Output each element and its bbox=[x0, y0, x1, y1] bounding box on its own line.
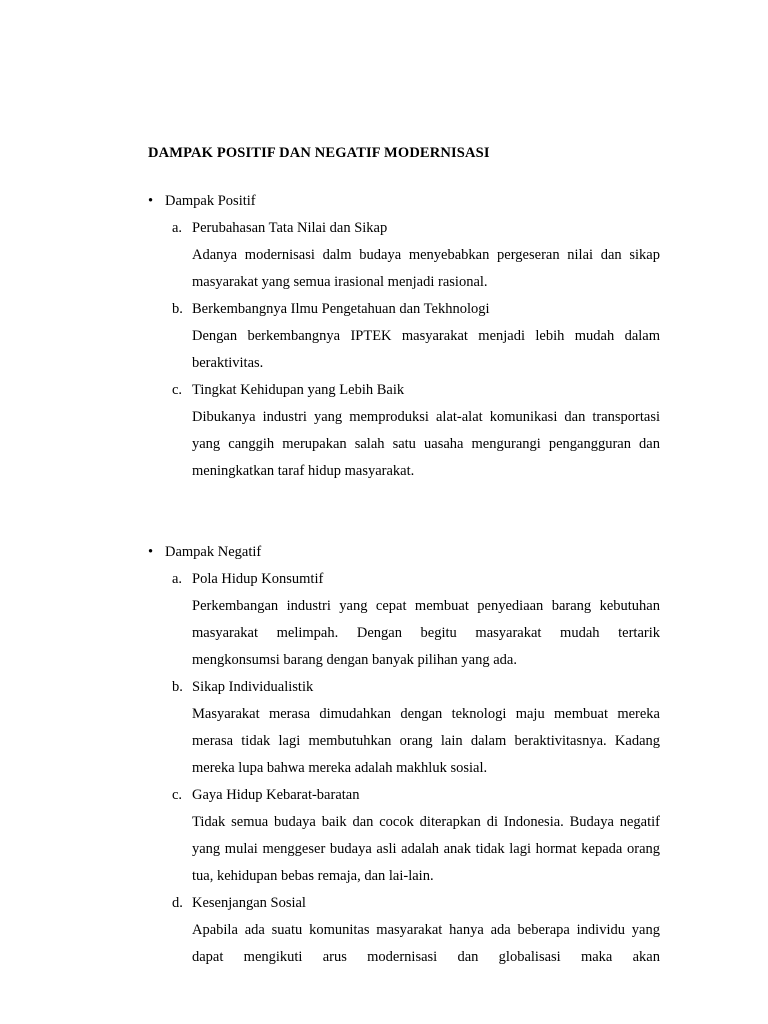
list-item-heading: Sikap Individualistik bbox=[192, 679, 314, 696]
list-item-body: Apabila ada suatu komunitas masyarakat hanya ada beberapa individu yang dapat mengikuti arus modernisasi dan globalisasi maka akan bbox=[192, 922, 660, 966]
list-item-heading: Perubahasan Tata Nilai dan Sikap bbox=[192, 220, 388, 237]
list-positif bbox=[148, 215, 660, 485]
list-item-heading: Gaya Hidup Kebarat-baratan bbox=[192, 787, 360, 804]
list-marker: b. bbox=[172, 301, 183, 318]
bullet-icon: • bbox=[148, 544, 154, 561]
page-title: DAMPAK POSITIF DAN NEGATIF MODERNISASI bbox=[148, 145, 490, 161]
list-marker: a. bbox=[172, 571, 183, 588]
list-marker: c. bbox=[172, 382, 183, 399]
list-item-heading: Tingkat Kehidupan yang Lebih Baik bbox=[192, 382, 405, 399]
section-label-negatif: Dampak Negatif bbox=[165, 544, 262, 561]
list-marker: a. bbox=[172, 220, 183, 237]
list-item-body: Tidak semua budaya baik dan cocok diterapkan di Indonesia. Budaya negatif yang mulai menggeser budaya asli adalah anak tidak lagi hormat kepada orang tua, kehidupan bebas remaja, dan lai-lain. bbox=[192, 814, 660, 885]
list-item-heading: Kesenjangan Sosial bbox=[192, 895, 306, 912]
list-item-body: Dibukanya industri yang memproduksi alat-alat komunikasi dan transportasi yang canggih merupakan salah satu uasaha mengurangi pengangguran dan meningkatkan taraf hidup masyarakat. bbox=[192, 409, 660, 480]
section-label-positif: Dampak Positif bbox=[165, 193, 256, 210]
list-item bbox=[148, 296, 660, 377]
list-item-heading: Pola Hidup Konsumtif bbox=[192, 571, 324, 588]
list-item bbox=[148, 674, 660, 782]
section-spacer bbox=[148, 485, 660, 539]
list-marker: d. bbox=[172, 895, 183, 912]
list-item-body: Perkembangan industri yang cepat membuat penyediaan barang kebutuhan masyarakat melimpah. Dengan begitu masyarakat mudah tertarik mengkonsumsi barang dengan banyak pilihan yang ada. bbox=[192, 598, 660, 669]
list-item bbox=[148, 890, 660, 971]
list-item bbox=[148, 215, 660, 296]
list-item bbox=[148, 566, 660, 674]
list-marker: b. bbox=[172, 679, 183, 696]
section-negatif bbox=[148, 539, 660, 566]
list-item-body: Dengan berkembangnya IPTEK masyarakat menjadi lebih mudah dalam beraktivitas. bbox=[192, 328, 660, 372]
list-item bbox=[148, 782, 660, 890]
list-item-heading: Berkembangnya Ilmu Pengetahuan dan Tekhnologi bbox=[192, 301, 490, 318]
list-item bbox=[148, 377, 660, 485]
document-content bbox=[148, 145, 660, 971]
bullet-icon: • bbox=[148, 193, 154, 210]
section-positif bbox=[148, 188, 660, 215]
list-negatif bbox=[148, 566, 660, 971]
list-item-body: Adanya modernisasi dalm budaya menyebabkan pergeseran nilai dan sikap masyarakat yang semua irasional menjadi rasional. bbox=[192, 247, 660, 291]
list-marker: c. bbox=[172, 787, 183, 804]
list-item-body: Masyarakat merasa dimudahkan dengan teknologi maju membuat mereka merasa tidak lagi membutuhkan orang lain dalam beraktivitasnya. Kadang mereka lupa bahwa mereka adalah makhluk sosial. bbox=[192, 706, 660, 777]
